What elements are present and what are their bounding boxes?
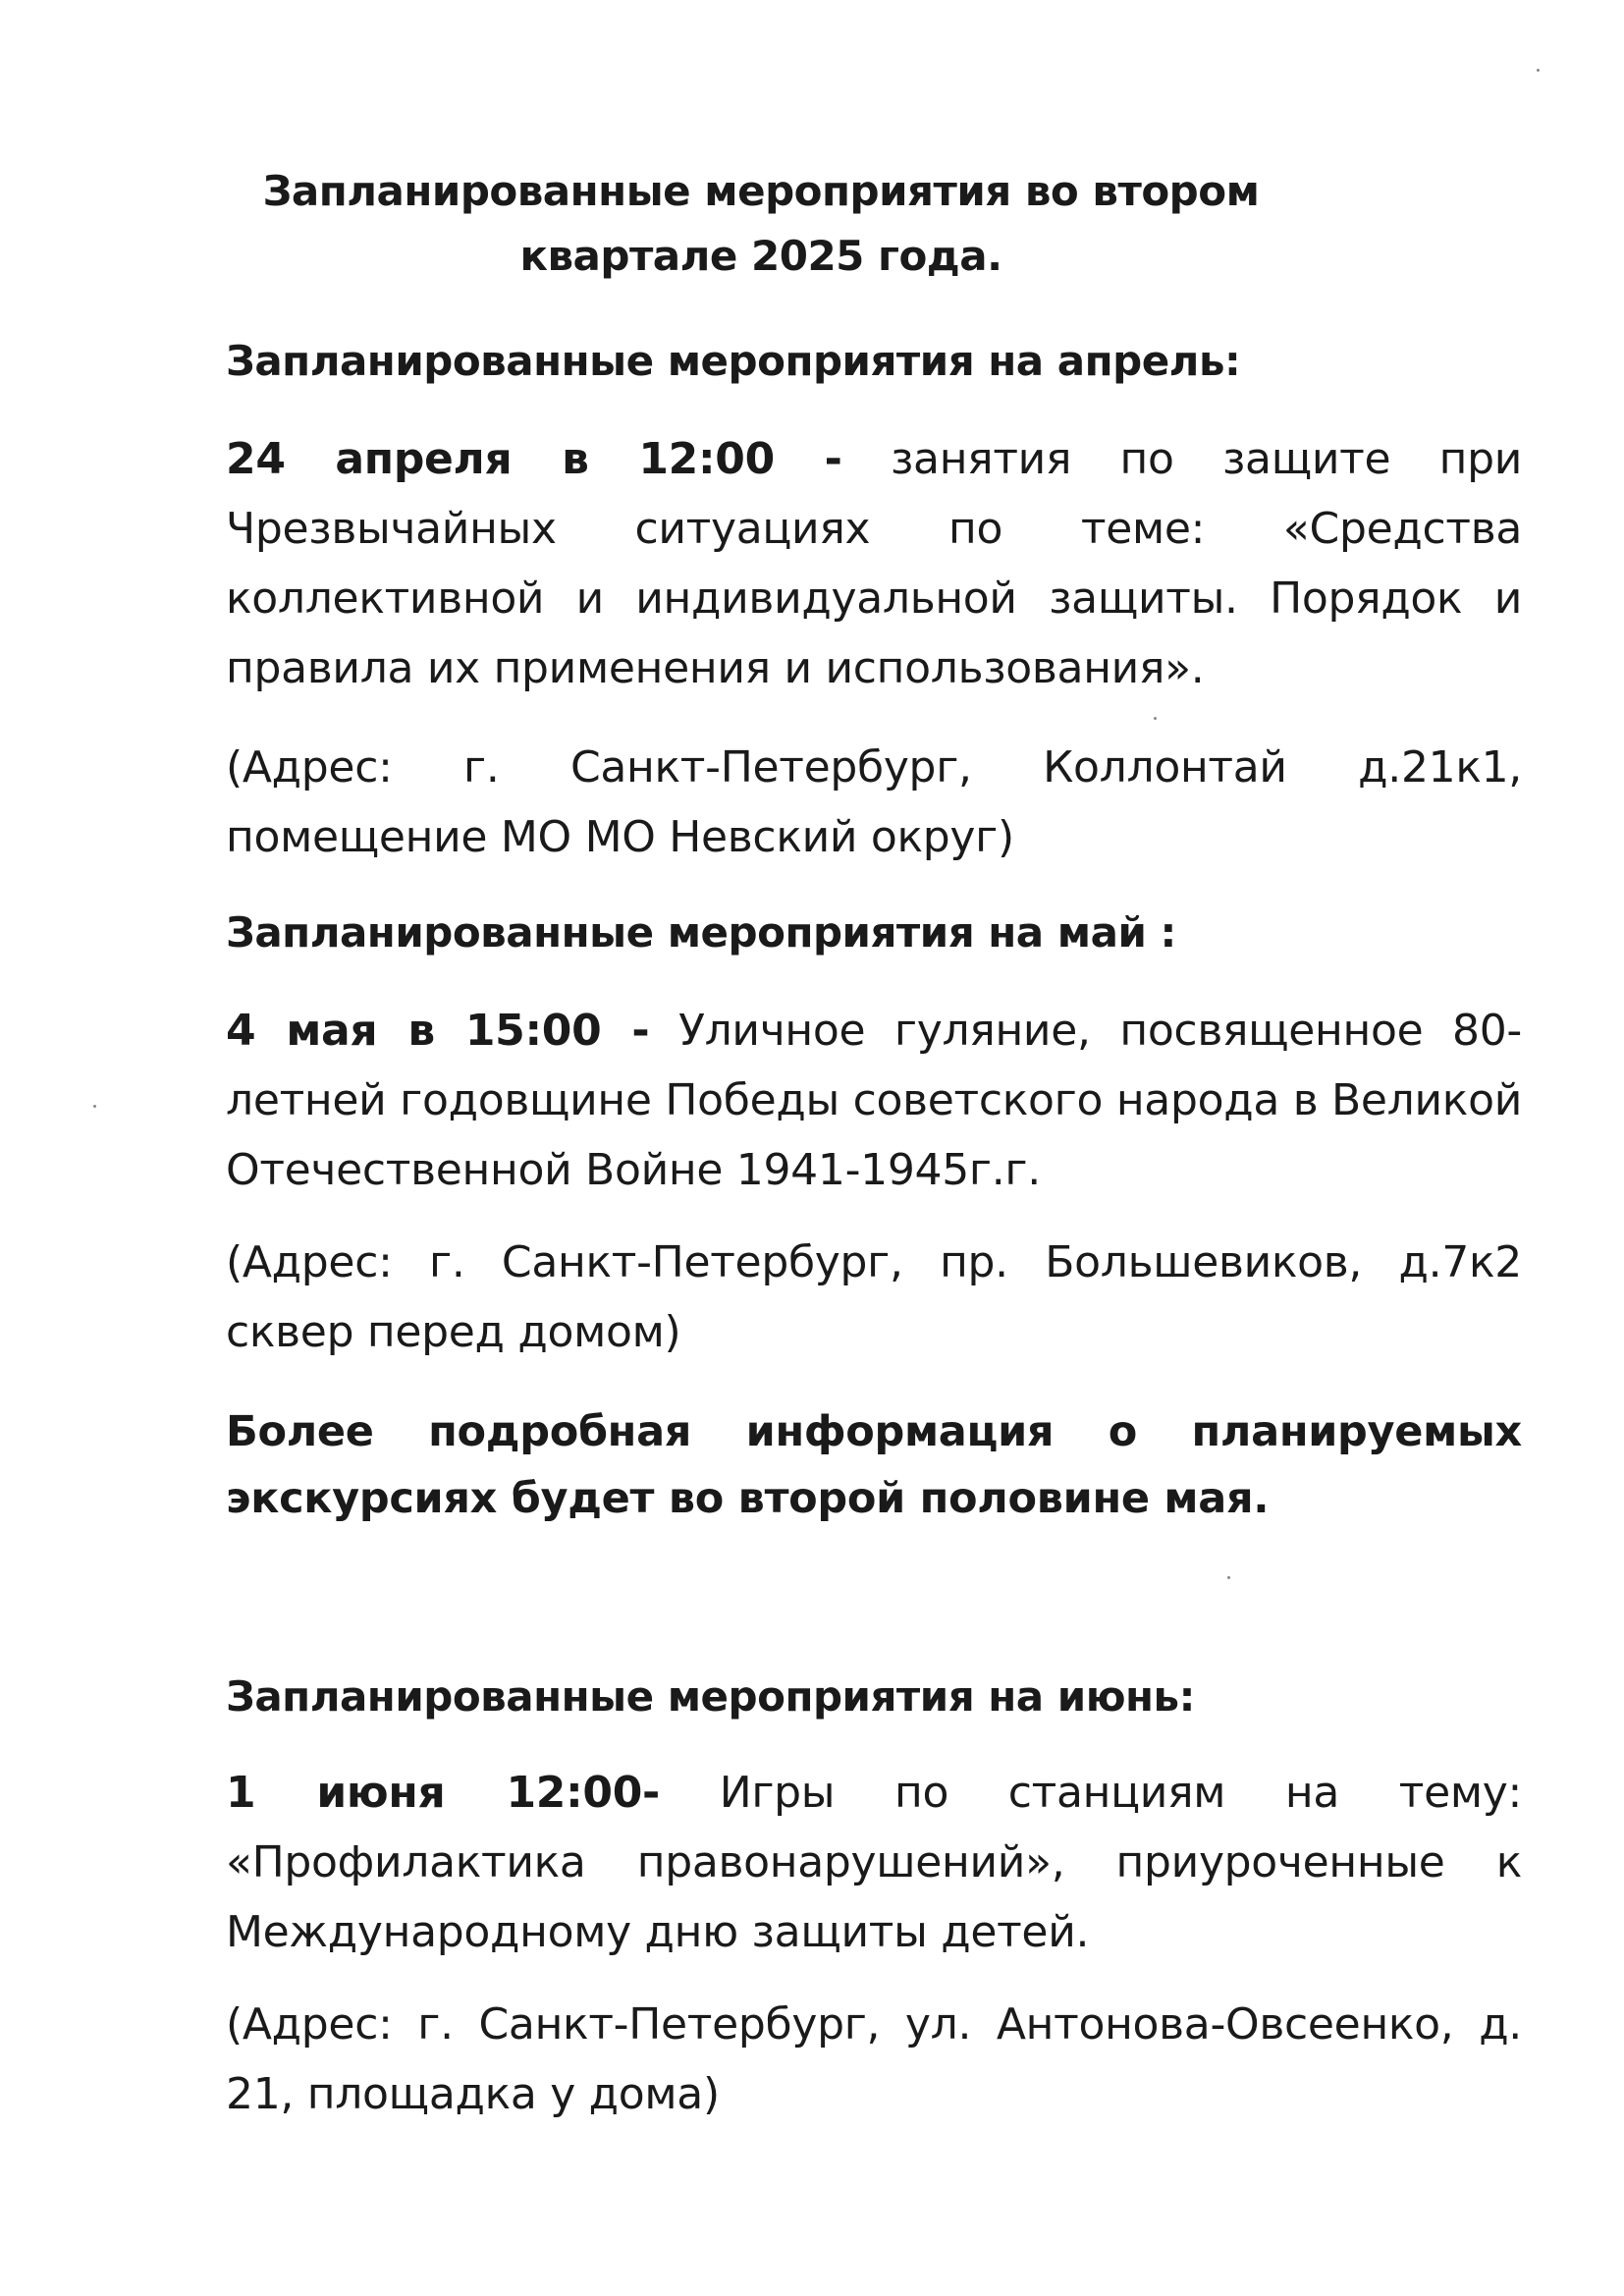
april-event-date: 24 апреля в 12:00 - (226, 434, 842, 484)
april-address: (Адрес: г. Санкт-Петербург, Коллонтай д.21к1, помещение МО МО Невский округ) (226, 742, 1522, 862)
may-event (226, 996, 1522, 1205)
may-event-text: Уличное гуляние, посвященное 80-летней годовщине Победы советского народа в Великой Отечественной Войне 1941-1945г.г. (226, 1006, 1522, 1195)
june-address: (Адрес: г. Санкт-Петербург, ул. Антонова-Овсеенко, д. 21, площадка у дома) (226, 1999, 1522, 2119)
april-event (226, 424, 1522, 703)
may-event-date: 4 мая в 15:00 - (226, 1006, 650, 1056)
scan-speck (1537, 69, 1540, 72)
scan-speck (1154, 717, 1157, 720)
june-event-date: 1 июня 12:00- (226, 1768, 661, 1818)
april-heading: Запланированные мероприятия на апрель: (226, 337, 1241, 385)
may-address: (Адрес: г. Санкт-Петербург, пр. Большевиков, д.7к2 сквер перед домом) (226, 1237, 1522, 1357)
april-event-text: занятия по защите при Чрезвычайных ситуациях по теме: «Средства коллективной и индивидуальной защиты. Порядок и правила их применения и использования». (226, 434, 1523, 693)
document-title (177, 159, 1345, 289)
june-heading: Запланированные мероприятия на июнь: (226, 1672, 1195, 1721)
june-event (226, 1758, 1522, 1967)
title-line-1: Запланированные мероприятия во втором (262, 167, 1260, 215)
june-event-text: Игры по станциям на тему: «Профилактика правонарушений», приуроченные к Международному дню защиты детей. (226, 1768, 1522, 1957)
may-note: Более подробная информация о планируемых экскурсиях будет во второй половине мая. (226, 1407, 1522, 1523)
title-line-2: квартале 2025 года. (519, 232, 1002, 280)
may-heading: Запланированные мероприятия на май : (226, 908, 1176, 957)
scan-speck (1227, 1576, 1230, 1579)
scan-speck (93, 1105, 96, 1108)
